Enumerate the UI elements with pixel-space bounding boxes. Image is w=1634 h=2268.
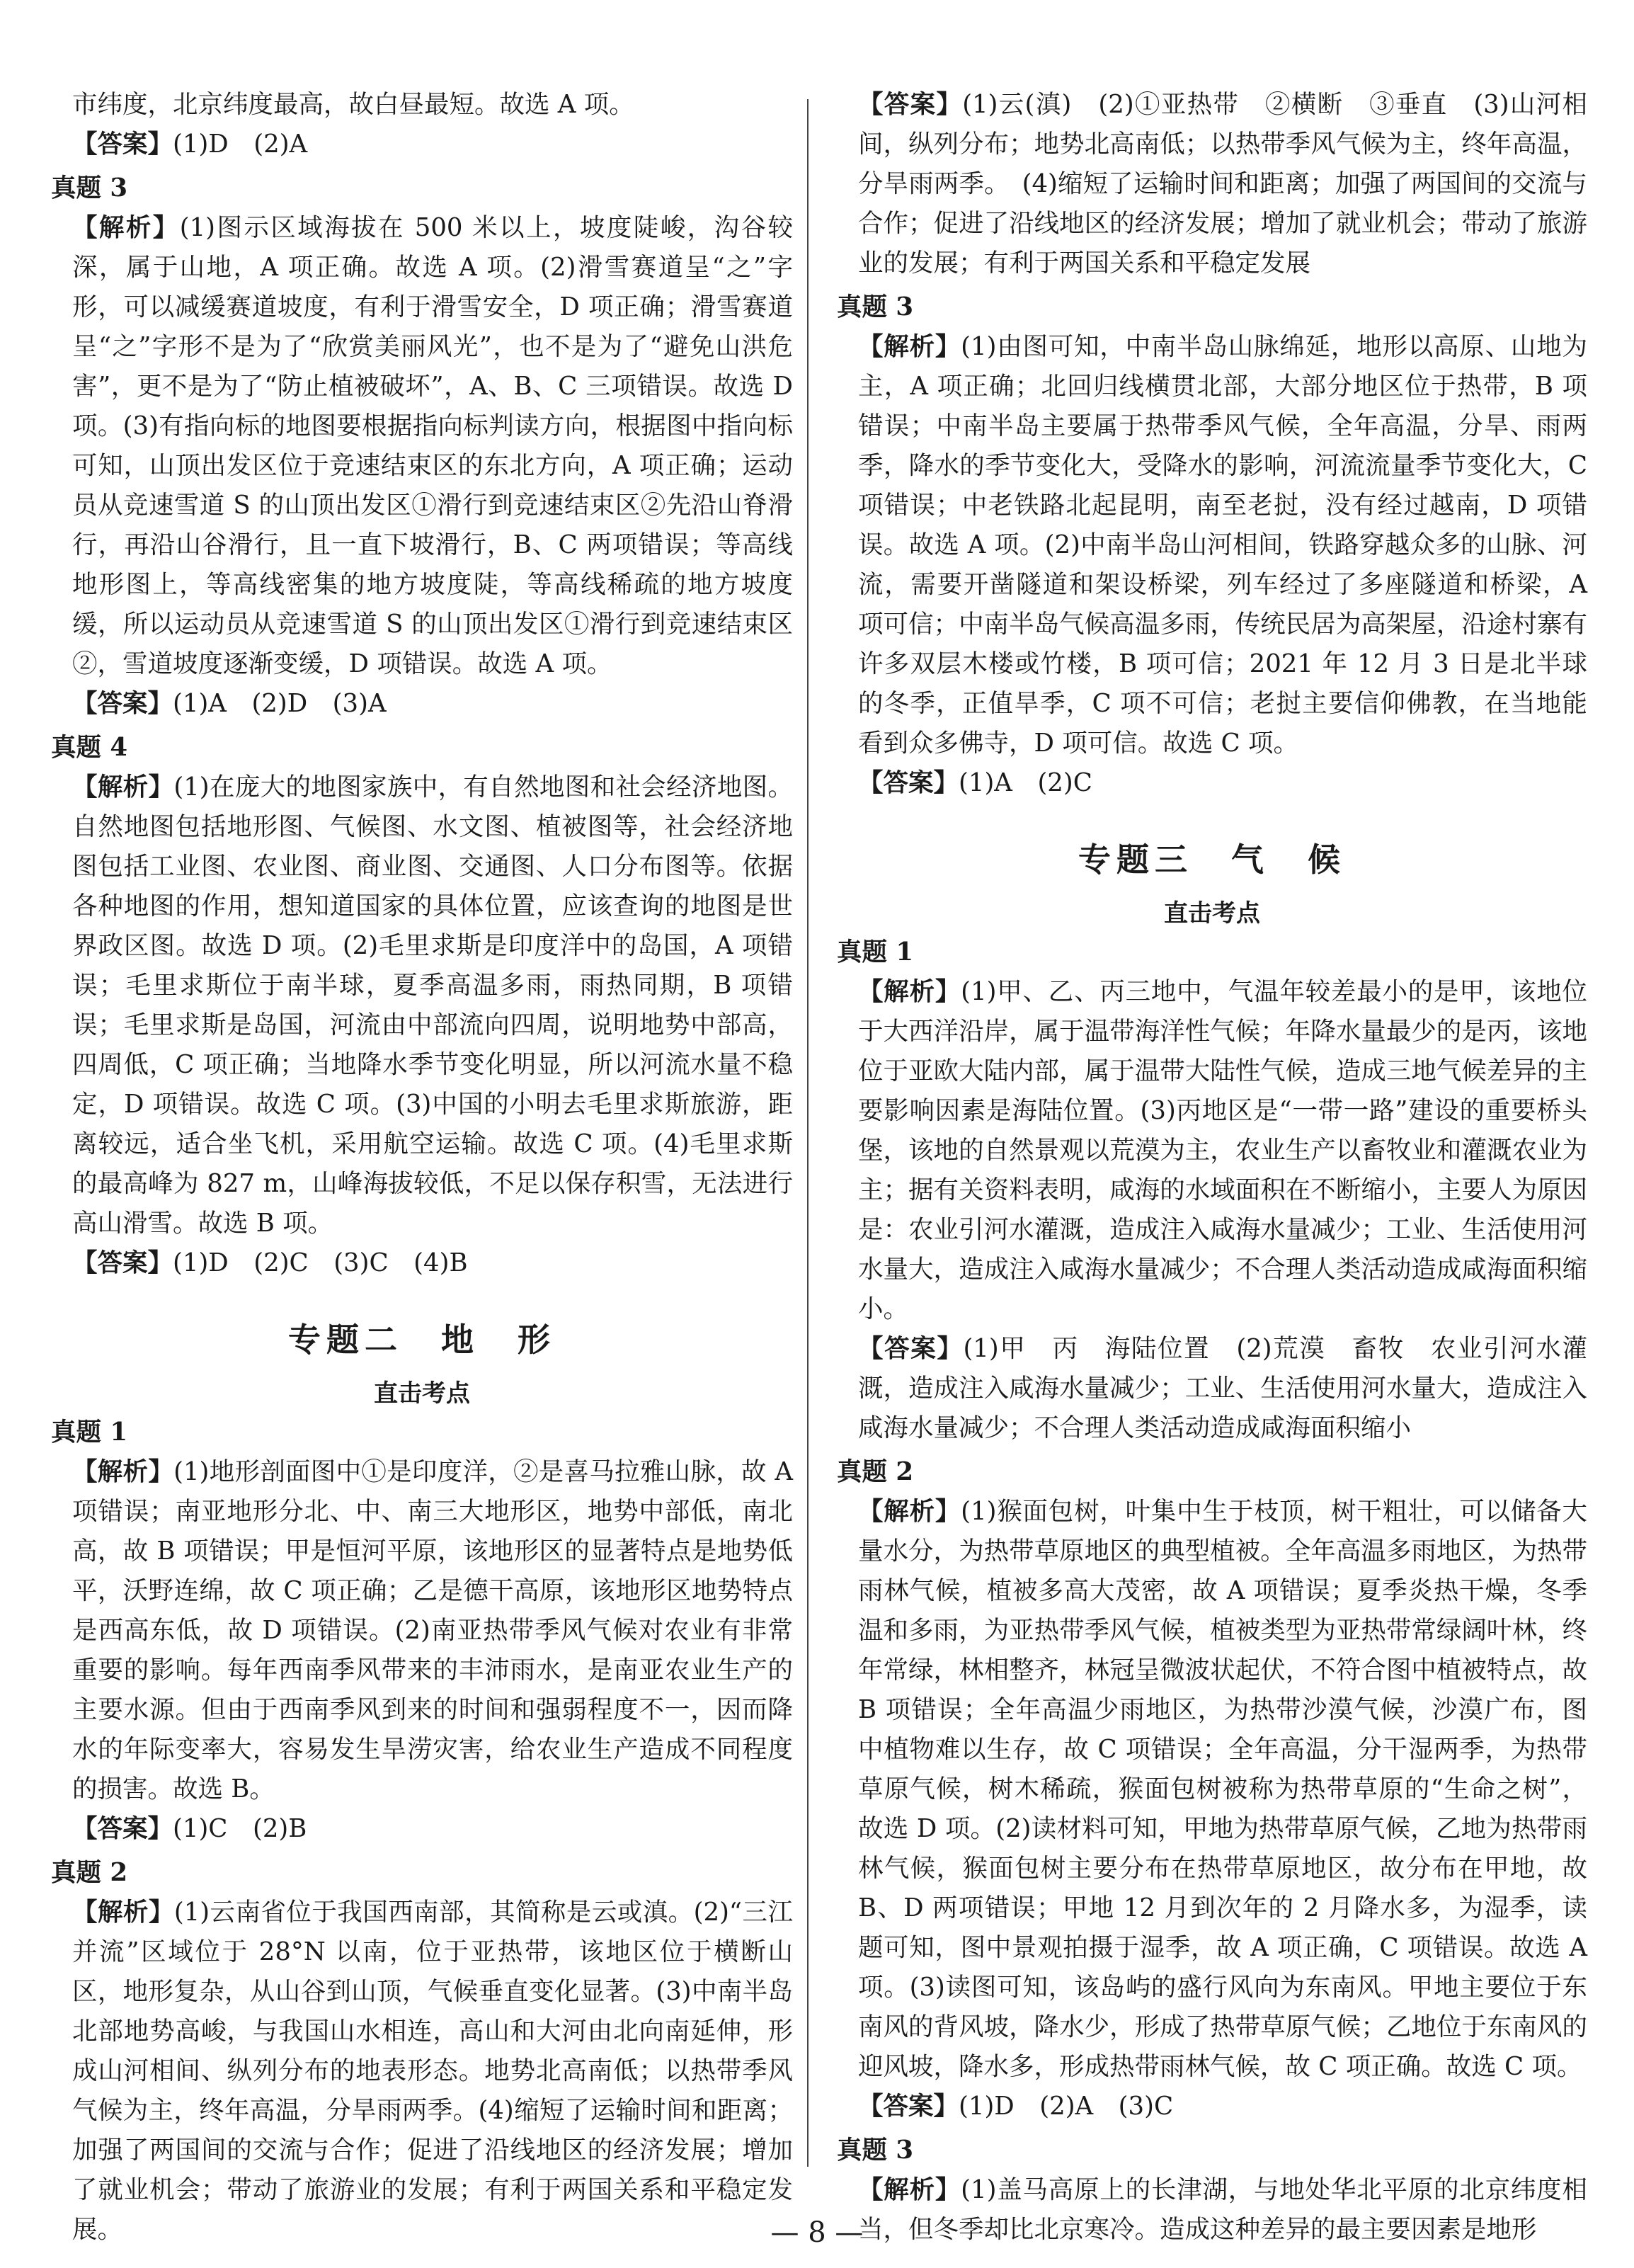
question-heading: 真题 2: [51, 1858, 128, 1887]
continued-text: 市纬度，北京纬度最高，故白昼最短。故选 A 项。: [72, 90, 634, 119]
analysis-tag: 【解析】: [858, 2175, 961, 2204]
analysis-text: (1)在庞大的地图家族中，有自然地图和社会经济地图。自然地图包括地形图、气候图、水文图、植被图等，社会经济地图包括工业图、农业图、商业图、交通图、人口分布图等。依据各种地图的作用，想知道国家的具体位置，应该查询的地图是世界政区图。故选 D 项。(2)毛里求斯是印度洋中的岛国，A 项错误；毛里求斯位于南半球，夏季高温多雨，雨热同期，B 项错误；毛里求斯是岛国，河流由中部流向四周，说明地势中部高，四周低，C 项正确；当地降水季节变化明显，所以河流水量不稳定，D 项错误。故选 C 项。(3)中国的小明去毛里求斯旅游，距离较远，适合坐飞机，采用航空运输。故选 C 项。(4)毛里求斯的最高峰为 827 m，山峰海拔较低，不足以保存积雪，无法进行高山滑雪。故选 B 项。: [72, 773, 793, 1238]
analysis-text: (1)地形剖面图中①是印度洋，②是喜马拉雅山脉，故 A 项错误；南亚地形分北、中、南三大地形区，地势中部低，南北高，故 B 项错误；甲是恒河平原，该地形区的显著特点是地势低平，沃野连绵，故 C 项正确；乙是德干高原，该地形区地势特点是西高东低，故 D 项错误。(2)南亚热带季风气候对农业有非常重要的影响。每年西南季风带来的丰沛雨水，是南亚农业生产的主要水源。但由于西南季风到来的时间和强弱程度不一，因而降水的年际变率大，容易发生旱涝灾害，给农业生产造成不同程度的损害。故选 B。: [72, 1457, 793, 1803]
analysis-text: (1)云南省位于我国西南部，其简称是云或滇。(2)“三江并流”区域位于 28°N 以南，位于亚热带，该地区位于横断山区，地形复杂，从山谷到山顶，气候垂直变化显著。(3)中南半岛北部地势高峻，与我国山水相连，高山和大河由北向南延伸，形成山河相间、纵列分布的地表形态。地势北高南低；以热带季风气候为主，终年高温，分旱雨两季。(4)缩短了运输时间和距离；加强了两国间的交流与合作；促进了沿线地区的经济发展；增加了就业机会；带动了旅游业的发展；有利于两国关系和平稳定发展。: [72, 1898, 793, 2244]
answer-tag: 【答案】: [72, 1248, 173, 1277]
answer-tag: 【答案】: [72, 689, 173, 718]
answer-block: [837, 763, 1587, 803]
analysis-text: (1)猴面包树，叶集中生于枝顶，树干粗壮，可以储备大量水分，为热带草原地区的典型植被。全年高温多雨地区，为热带雨林气候，植被多高大茂密，故 A 项错误；夏季炎热干燥，冬季温和多雨，为亚热带季风气候，植被类型为亚热带常绿阔叶林，终年常绿，林相整齐，林冠呈微波状起伏，不符合图中植被特点，故 B 项错误；全年高温少雨地区，为热带沙漠气候，沙漠广布，图中植物难以生存，故 C 项错误；全年高温，分干湿两季，为热带草原气候，树木稀疏，猴面包树被称为热带草原的“生命之树”，故选 D 项。(2)读材料可知，甲地为热带草原气候，乙地为热带雨林气候，猴面包树主要分布在热带草原地区，故分布在甲地，故 B、D 两项错误；甲地 12 月到次年的 2 月降水多，为湿季，读题可知，图中景观拍摄于湿季，故 A 项正确，C 项错误。故选 A 项。(3)读图可知，该岛屿的盛行风向为东南风。甲地主要位于东南风的背风坡，降水少，形成了热带草原气候；乙地位于东南风的迎风坡，降水多，形成热带雨林气候，故 C 项正确。故选 C 项。: [858, 1497, 1587, 2081]
answer-block: [51, 125, 793, 164]
section-title: 专题三 气 候: [1078, 840, 1346, 879]
analysis-block: [51, 1452, 793, 1809]
answer-block: [51, 684, 793, 724]
analysis-text: (1)盖马高原上的长津湖，与地处华北平原的北京纬度相当，但冬季却比北京寒冷。造成这种差异的最主要因素是地形: [858, 2175, 1587, 2244]
page-number: — 8 —: [770, 2216, 864, 2249]
analysis-tag: 【解析】: [72, 1898, 174, 1927]
answer-block: [837, 2087, 1587, 2126]
question-heading: 真题 2: [837, 1457, 914, 1486]
analysis-text: (1)甲、乙、丙三地中，气温年较差最小的是甲，该地位于大西洋沿岸，属于温带海洋性气候；年降水量最少的是丙，该地位于亚欧大陆内部，属于温带大陆性气候，造成三地气候差异的主要影响因素是海陆位置。(3)丙地区是“一带一路”建设的重要桥头堡，该地的自然景观以荒漠为主，农业生产以畜牧业和灌溉农业为主；据有关资料表明，咸海的水域面积在不断缩小，主要人为原因是：农业引河水灌溉，造成注入咸海水量减少；工业、生活使用河水量大，造成注入咸海水量减少；不合理人类活动造成咸海面积缩小。: [858, 977, 1587, 1323]
answer-tag: 【答案】: [858, 768, 959, 797]
right-column: [837, 85, 1587, 2250]
left-column: [51, 85, 793, 2250]
answer-text: (1)C (2)B: [173, 1814, 307, 1843]
answer-text: (1)甲 丙 海陆位置 (2)荒漠 畜牧 农业引河水灌溉，造成注入咸海水量减少；工业、生活使用河水量大，造成注入咸海水量减少；不合理人类活动造成咸海面积缩小: [858, 1334, 1587, 1442]
analysis-block: [51, 1893, 793, 2250]
section-title: 专题二 地 形: [288, 1321, 556, 1359]
answer-text: (1)D (2)A: [173, 130, 308, 159]
question-heading: 真题 3: [837, 2136, 914, 2165]
analysis-tag: 【解析】: [858, 1497, 961, 1526]
answer-tag: 【答案】: [858, 90, 963, 119]
answer-block: [837, 1329, 1587, 1448]
analysis-block: [837, 327, 1587, 763]
answer-tag: 【答案】: [72, 130, 173, 159]
answer-tag: 【答案】: [858, 2092, 959, 2121]
answer-text: (1)D (2)C (3)C (4)B: [173, 1248, 468, 1277]
question-heading: 真题 1: [51, 1418, 128, 1447]
analysis-tag: 【解析】: [858, 332, 961, 361]
analysis-text: (1)由图可知，中南半岛山脉绵延，地形以高原、山地为主，A 项正确；北回归线横贯北部，大部分地区位于热带，B 项错误；中南半岛主要属于热带季风气候，全年高温，分旱、雨两季，降水的季节变化大，受降水的影响，河流流量季节变化大，C 项错误；中老铁路北起昆明，南至老挝，没有经过越南，D 项错误。故选 A 项。(2)中南半岛山河相间，铁路穿越众多的山脉、河流，需要开凿隧道和架设桥梁，列车经过了多座隧道和桥梁，A 项可信；中南半岛气候高温多雨，传统民居为高架屋，沿途村寨有许多双层木楼或竹楼，B 项可信；2021 年 12 月 3 日是北半球的冬季，正值旱季，C 项不可信；老挝主要信仰佛教，在当地能看到众多佛寺，D 项可信。故选 C 项。: [858, 332, 1587, 758]
answer-block: [51, 1809, 793, 1849]
column-divider: [807, 99, 809, 2167]
question-heading: 真题 3: [51, 173, 128, 203]
analysis-block: [837, 972, 1587, 1329]
question-heading: 真题 1: [837, 938, 914, 967]
answer-text: (1)云(滇) (2)①亚热带 ②横断 ③垂直 (3)山河相间，纵列分布；地势北高南低；以热带季风气候为主，终年高温，分旱雨两季。 (4)缩短了运输时间和距离；加强了两国间的交流与合作；促进了沿线地区的经济发展；增加了就业机会；带动了旅游业的发展；有利于两国关系和平稳定发展: [858, 90, 1587, 278]
question-heading: 真题 4: [51, 733, 128, 762]
answer-block: [837, 85, 1587, 283]
analysis-tag: 【解析】: [72, 213, 180, 242]
analysis-text: (1)图示区域海拔在 500 米以上，坡度陡峻，沟谷较深，属于山地，A 项正确。故选 A 项。(2)滑雪赛道呈“之”字形，可以减缓赛道坡度，有利于滑雪安全，D 项正确；滑雪赛道呈“之”字形不是为了“欣赏美丽风光”，也不是为了“避免山洪危害”，更不是为了“防止植被破坏”，A、B、C 三项错误。故选 D 项。(3)有指向标的地图要根据指向标判读方向，根据图中指向标可知，山顶出发区位于竞速结束区的东北方向，A 项正确；运动员从竞速雪道 S 的山顶出发区①滑行到竞速结束区②先沿山脊滑行，再沿山谷滑行，且一直下坡滑行，B、C 两项错误；等高线地形图上，等高线密集的地方坡度陡，等高线稀疏的地方坡度缓，所以运动员从竞速雪道 S 的山顶出发区①滑行到竞速结束区②，雪道坡度逐渐变缓，D 项错误。故选 A 项。: [72, 213, 793, 678]
analysis-block: [51, 208, 793, 684]
question-heading: 真题 3: [837, 292, 914, 321]
analysis-block: [837, 1492, 1587, 2087]
section-subtitle: 直击考点: [374, 1379, 470, 1408]
analysis-tag: 【解析】: [858, 977, 961, 1006]
answer-text: (1)A (2)C: [959, 768, 1092, 797]
answer-tag: 【答案】: [72, 1814, 173, 1843]
section-subtitle: 直击考点: [1164, 899, 1260, 928]
answer-block: [51, 1243, 793, 1283]
answer-tag: 【答案】: [858, 1334, 964, 1363]
analysis-block: [51, 768, 793, 1243]
answer-text: (1)A (2)D (3)A: [173, 689, 387, 718]
analysis-tag: 【解析】: [72, 1457, 174, 1486]
answer-text: (1)D (2)A (3)C: [959, 2092, 1174, 2121]
analysis-tag: 【解析】: [72, 773, 174, 802]
